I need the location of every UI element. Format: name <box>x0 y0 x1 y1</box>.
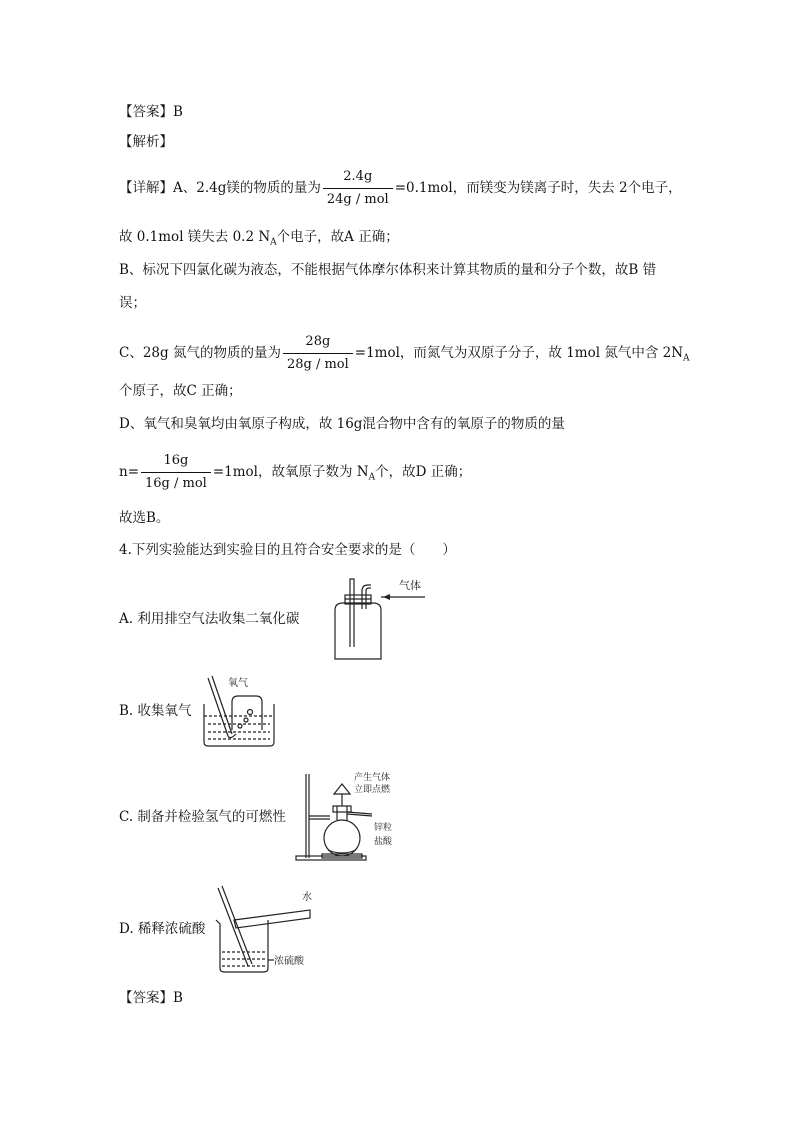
option-a: A. 利用排空气法收集二氧化碳 <box>119 611 300 627</box>
answer-label-2: 【答案】B <box>119 990 183 1006</box>
detail-a-line2 <box>119 228 399 252</box>
conclusion: 故选B。 <box>119 510 170 526</box>
label-produce-gas: 产生气体 <box>354 773 391 783</box>
fraction-a-den: 24g / mol <box>326 192 389 207</box>
a-line2-pre: 故 0.1mol 镁失去 0.2 N <box>119 229 271 245</box>
detail-a-line <box>119 168 682 209</box>
detail-c-line <box>119 333 690 374</box>
question-4: 4.下列实验能达到实验目的且符合安全要求的是（ ） <box>119 542 456 558</box>
subscript-a-c: A <box>683 353 690 364</box>
figure-gas-bottle <box>325 575 435 665</box>
detail-c-line2: 个原子，故C 正确； <box>119 383 242 399</box>
figure-oxygen-trough <box>200 672 280 752</box>
label-hcl: 盐酸 <box>374 837 393 847</box>
label-ignite: 立即点燃 <box>354 785 391 795</box>
fraction-d-num: 16g <box>141 452 211 473</box>
detail-d-line2 <box>119 452 471 493</box>
label-oxygen: 氧气 <box>228 678 248 689</box>
detail-a-pre: 【详解】A、2.4g镁的物质的量为 <box>119 180 321 196</box>
c-post: =1mol，而氮气为双原子分子，故 1mol 氮气中含 2N <box>354 345 684 361</box>
d-pre: n= <box>119 464 140 480</box>
fraction-d <box>141 452 211 493</box>
detail-b-line2: 误； <box>119 295 146 311</box>
c-pre: C、28g 氮气的物质的量为 <box>119 345 281 361</box>
option-b: B. 收集氧气 <box>119 703 192 719</box>
fraction-a <box>323 168 393 209</box>
label-conc-acid: 浓硫酸 <box>274 956 304 967</box>
detail-d-line1: D、氧气和臭氧均由氧原子构成，故 16g混合物中含有的氧原子的物质的量 <box>119 416 565 432</box>
fraction-c-num: 28g <box>283 333 353 354</box>
option-d: D. 稀释浓硫酸 <box>119 921 206 937</box>
label-zinc: 锌粒 <box>374 823 393 833</box>
fraction-c-den: 28g / mol <box>286 357 349 372</box>
detail-a-post: =0.1mol，而镁变为镁离子时，失去 2个电子， <box>394 180 682 196</box>
label-water: 水 <box>302 892 312 903</box>
fraction-a-num: 2.4g <box>323 168 393 189</box>
a-line2-post: 个电子，故A 正确； <box>276 229 399 245</box>
d-post-a: =1mol，故氧原子数为 N <box>212 464 369 480</box>
analysis-label: 【解析】 <box>119 134 173 150</box>
figure-dilute-acid <box>212 882 337 974</box>
d-post-b: 个，故D 正确； <box>375 464 472 480</box>
figure-hydrogen-apparatus <box>292 770 412 862</box>
subscript-a: A <box>270 237 277 248</box>
fraction-d-den: 16g / mol <box>145 476 207 491</box>
label-gas: 气体 <box>399 579 421 592</box>
answer-label: 【答案】B <box>119 104 183 120</box>
option-c: C. 制备并检验氢气的可燃性 <box>119 809 286 825</box>
fraction-c <box>283 333 353 374</box>
detail-b-line1: B、标况下四氯化碳为液态，不能根据气体摩尔体积来计算其物质的量和分子个数，故B 错 <box>119 262 657 278</box>
subscript-a-d: A <box>368 472 376 483</box>
